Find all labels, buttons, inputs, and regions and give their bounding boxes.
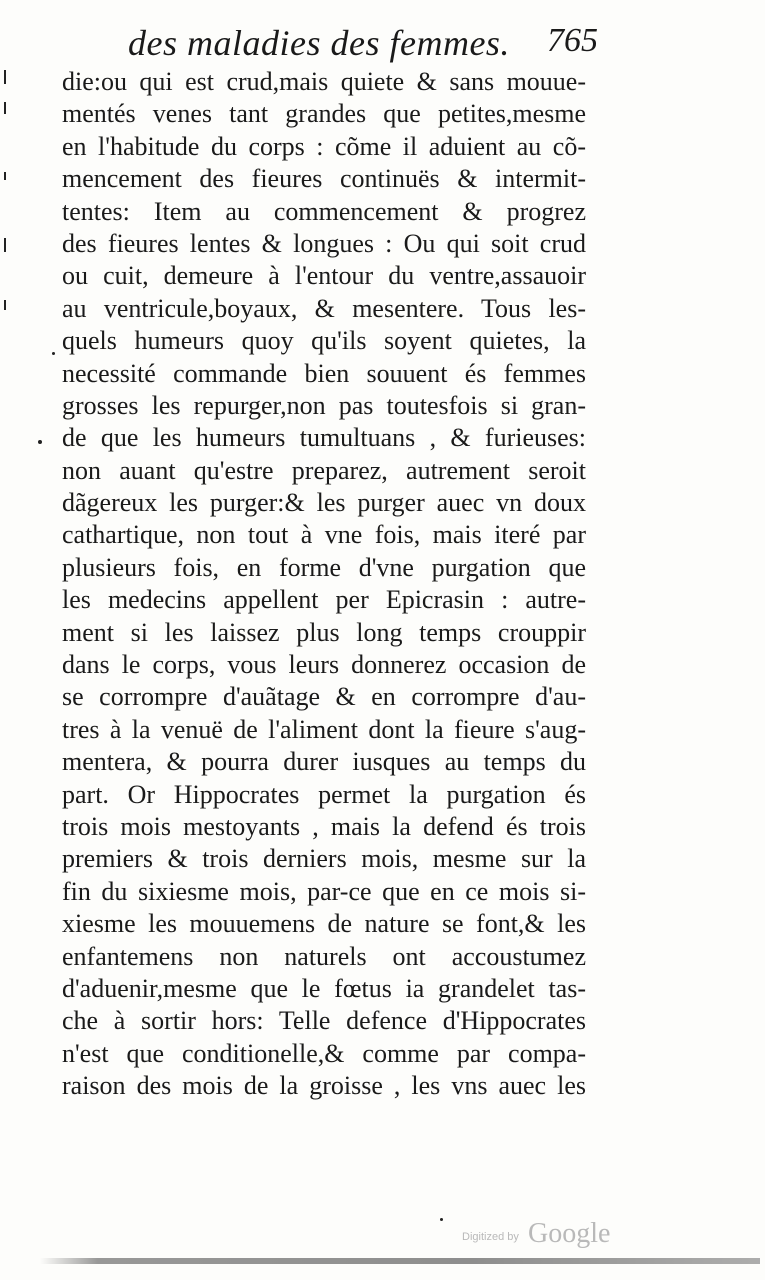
text-line: grosses les repurger,non pas toutesfois si gran-: [62, 390, 586, 420]
text-line: d'aduenir,mesme que le fœtus ia grandelet tas-: [62, 973, 586, 1003]
text-line: trois mois mestoyants , mais la defend és trois: [62, 811, 586, 841]
text-line: tres à la venuë de l'aliment dont la fieure s'aug-: [62, 714, 586, 744]
text-line: necessité commande bien souuent és femmes: [62, 358, 586, 388]
text-line: des fieures lentes & longues : Ou qui soit crud: [62, 228, 586, 258]
page-bottom-edge: [40, 1258, 760, 1264]
text-line: non auant qu'estre preparez, autrement seroit: [62, 455, 586, 485]
text-line: premiers & trois derniers mois, mesme sur la: [62, 844, 586, 874]
text-line: dãgereux les purger:& les purger auec vn doux: [62, 488, 586, 518]
text-line: mentés venes tant grandes que petites,mesme: [62, 99, 586, 129]
text-line: ou cuit, demeure à l'entour du ventre,assauoir: [62, 261, 586, 291]
running-head: [128, 22, 598, 66]
text-line: fin du sixiesme mois, par-ce que en ce mois si-: [62, 876, 586, 906]
ink-speck: [52, 352, 55, 355]
ink-speck: [38, 440, 42, 444]
watermark-brand: Google: [528, 1218, 611, 1249]
text-line: cathartique, non tout à vne fois, mais iteré par: [62, 520, 586, 550]
text-line: raison des mois de la groisse , les vns auec les: [62, 1071, 586, 1101]
text-line: enfantemens non naturels ont accoustumez: [62, 941, 586, 971]
ink-speck: [440, 1218, 443, 1221]
text-line: mencement des fieures continuës & intermit-: [62, 164, 586, 194]
text-line: n'est que conditionelle,& comme par compa-: [62, 1038, 586, 1068]
text-line: tentes: Item au commencement & progrez: [62, 196, 586, 226]
page-number: 765: [547, 22, 598, 59]
text-line: part. Or Hippocrates permet la purgation és: [62, 779, 586, 809]
watermark-prefix: Digitized by: [462, 1231, 519, 1243]
text-line: de que les humeurs tumultuans , & furieuses:: [62, 423, 586, 453]
body-text: [62, 66, 586, 1103]
text-line: xiesme les mouuemens de nature se font,& les: [62, 909, 586, 939]
text-line: mentera, & pourra durer iusques au temps du: [62, 747, 586, 777]
text-line: die:ou qui est crud,mais quiete & sans mouue-: [62, 67, 586, 96]
text-line: les medecins appellent per Epicrasin : autre-: [62, 585, 586, 615]
text-line: ment si les laissez plus long temps crouppir: [62, 617, 586, 647]
text-line: dans le corps, vous leurs donnerez occasion de: [62, 650, 586, 680]
text-line: che à sortir hors: Telle defence d'Hippocrates: [62, 1006, 586, 1036]
text-line: plusieurs fois, en forme d'vne purgation que: [62, 552, 586, 582]
text-line: se corrompre d'auãtage & en corrompre d'au-: [62, 682, 586, 712]
page-edge-marks: [0, 60, 14, 620]
digitization-watermark: [462, 1218, 632, 1252]
text-line: en l'habitude du corps : cõme il aduient au cõ-: [62, 131, 586, 161]
text-line: quels humeurs quoy qu'ils soyent quietes, la: [62, 326, 586, 356]
running-title: des maladies des femmes.: [128, 23, 510, 63]
text-line: au ventricule,boyaux, & mesentere. Tous les-: [62, 293, 586, 323]
